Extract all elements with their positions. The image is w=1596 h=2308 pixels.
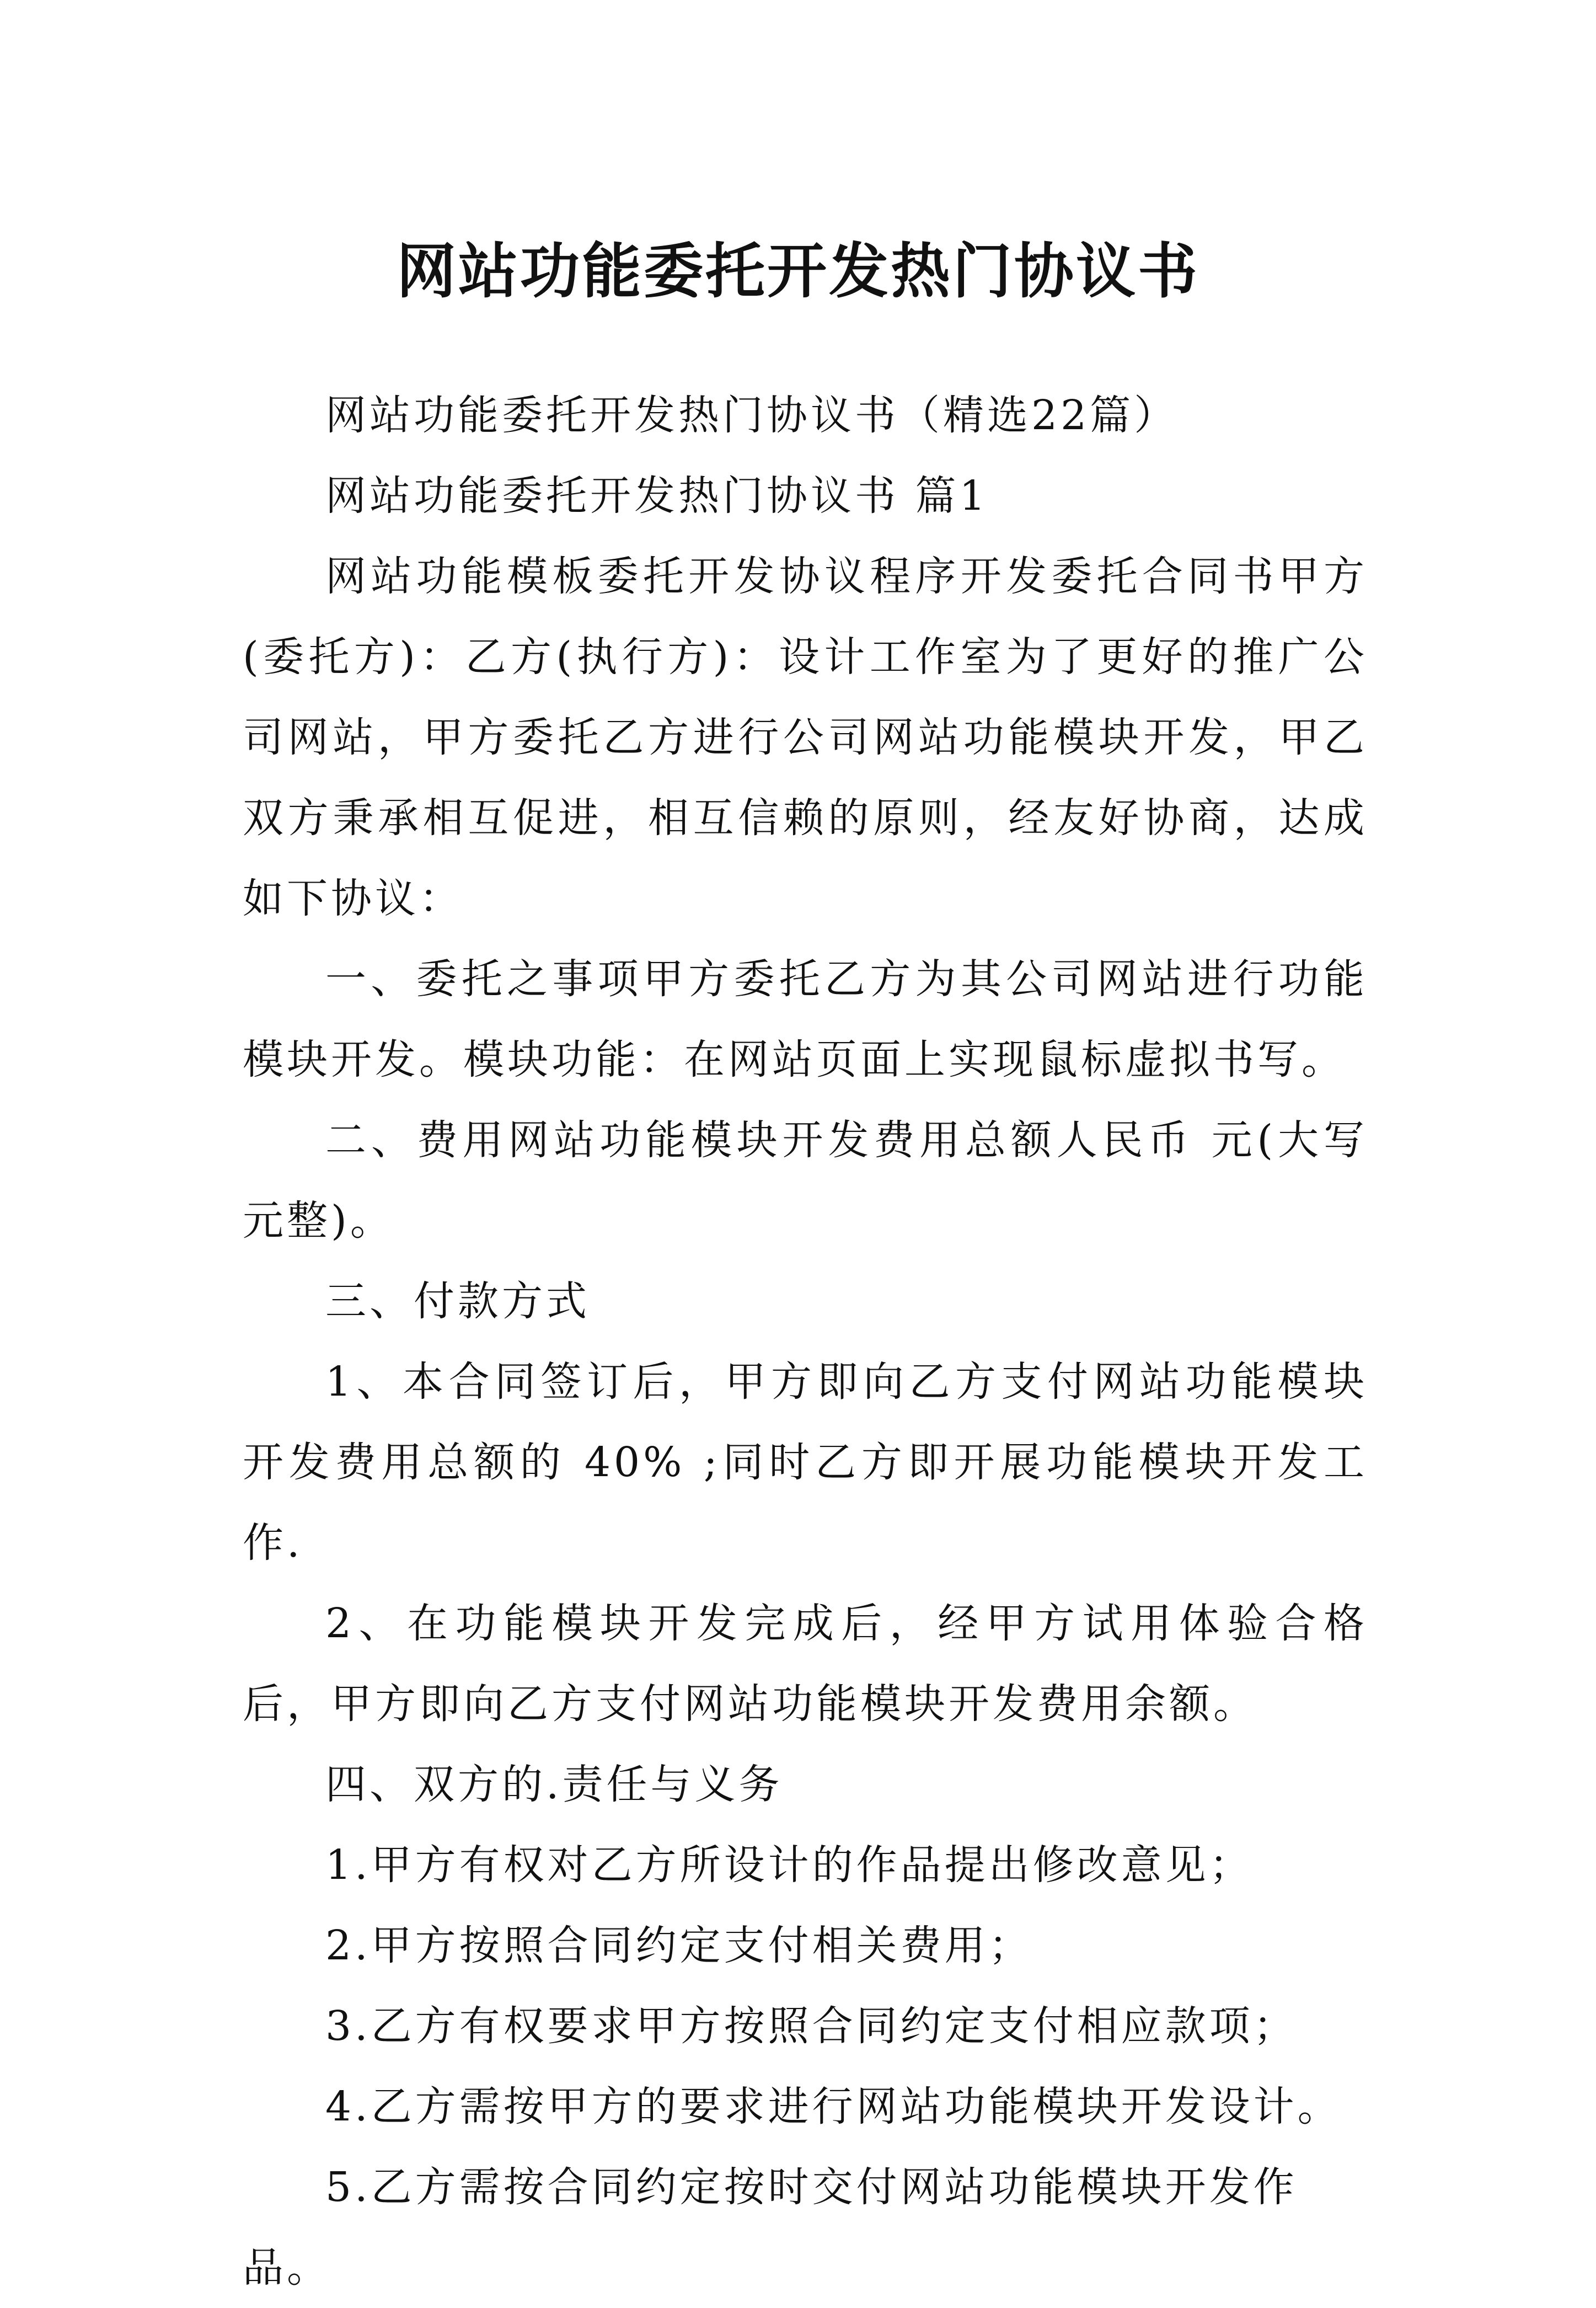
paragraph-duty-5: 5.乙方需按合同约定按时交付网站功能模块开发作品。: [243, 2163, 1298, 2291]
paragraph-duty-3: 3.乙方有权要求甲方按照合同约定支付相应款项；: [325, 2002, 1298, 2050]
paragraph-intro: 网站功能模板委托开发协议程序开发委托合同书甲方(委托方)：乙方(执行方)：设计工作室为了更好的推广公司网站，甲方委托乙方进行公司网站功能模块开发，甲乙双方秉承相互促进，相互信赖的原则，经友好协商，达成如下协议：: [243, 553, 1368, 922]
document-title: 网站功能委托开发热门协议书: [396, 237, 1199, 307]
paragraph-clause-3-heading: 三、付款方式: [325, 1278, 590, 1325]
paragraph-duty-1: 1.甲方有权对乙方所设计的作品提出修改意见；: [325, 1841, 1254, 1889]
paragraph-clause-1: 一、委托之事项甲方委托乙方为其公司网站进行功能模块开发。模块功能：在网站页面上实现鼠标虚拟书写。: [243, 955, 1368, 1083]
paragraph-payment-2: 2、在功能模块开发完成后，经甲方试用体验合格后，甲方即向乙方支付网站功能模块开发费用余额。: [243, 1600, 1368, 1728]
paragraph-payment-1: 1、本合同签订后，甲方即向乙方支付网站功能模块开发费用总额的 40% ;同时乙方即开展功能模块开发工作.: [243, 1358, 1368, 1567]
document-body: [243, 375, 1368, 2308]
paragraph-collection-title: 网站功能委托开发热门协议书（精选22篇）: [325, 392, 1179, 439]
paragraph-clause-4-heading: 四、双方的.责任与义务: [325, 1761, 783, 1808]
paragraph-duty-2: 2.甲方按照合同约定支付相关费用；: [325, 1922, 1033, 1969]
paragraph-clause-2: 二、费用网站功能模块开发费用总额人民币 元(大写 元整)。: [243, 1116, 1368, 1244]
paragraph-section-heading: 网站功能委托开发热门协议书 篇1: [325, 472, 989, 520]
paragraph-duty-4: 4.乙方需按甲方的要求进行网站功能模块开发设计。: [325, 2083, 1342, 2130]
